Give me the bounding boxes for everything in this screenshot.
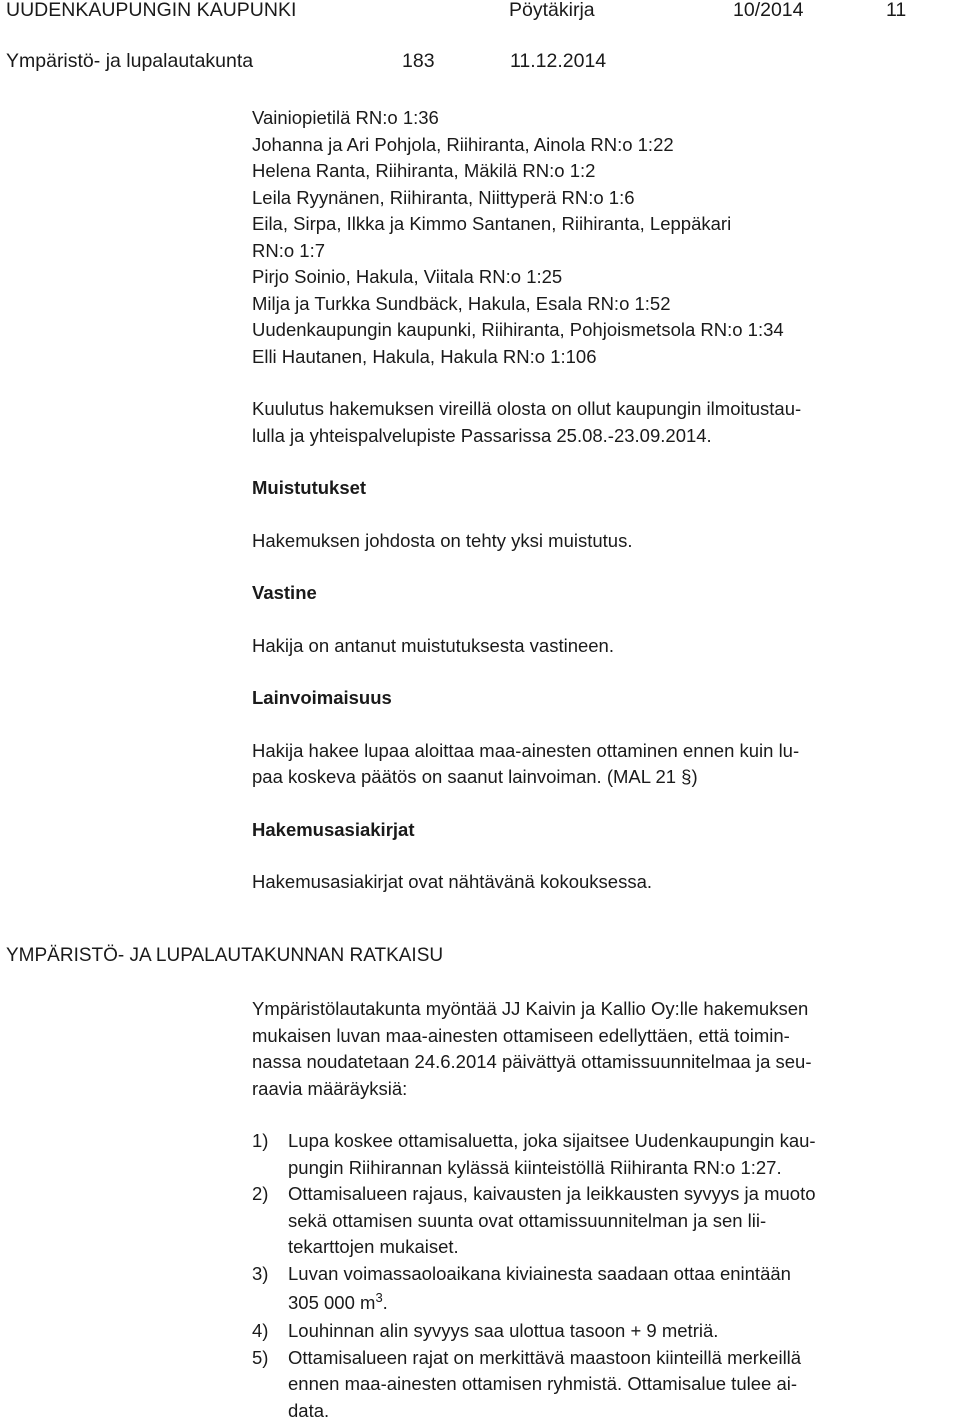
decision-intro-line: nassa noudatetaan 24.6.2014 päivättyä ottamissuunnitelmaa ja seu-	[252, 1051, 812, 1072]
condition-line: data.	[288, 1399, 330, 1421]
party-line: Leila Ryynänen, Riihiranta, Niittyperä RN:o 1:6	[252, 186, 635, 208]
decision-intro-line: mukaisen luvan maa-ainesten ottamiseen edellyttäen, että toimin-	[252, 1024, 790, 1046]
condition-amount-end: .	[382, 1292, 388, 1313]
condition-item-3	[252, 1261, 952, 1319]
condition-number: 3)	[252, 1262, 269, 1284]
section-heading-lainvoimaisuus: Lainvoimaisuus	[252, 687, 392, 708]
party-line: Eila, Sirpa, Ilkka ja Kimmo Santanen, Riihiranta, Leppäkari	[252, 213, 732, 234]
condition-number: 1)	[252, 1130, 269, 1151]
section-heading-muistutukset: Muistutukset	[252, 477, 367, 498]
condition-line: Louhinnan alin syvyys saa ulottua tasoon + 9 metriä.	[288, 1320, 719, 1341]
party-line: Elli Hautanen, Hakula, Hakula RN:o 1:106	[252, 345, 597, 367]
party-line: Milja ja Turkka Sundbäck, Hakula, Esala RN:o 1:52	[252, 292, 671, 314]
organization-name: UUDENKAUPUNGIN KAUPUNKI	[6, 0, 297, 21]
section-number: 183	[402, 50, 435, 72]
hakemusasiakirjat-text: Hakemusasiakirjat ovat nähtävänä kokouksessa.	[252, 871, 653, 892]
main-content	[252, 105, 952, 896]
decision-intro	[252, 996, 952, 1102]
condition-amount: 305 000 m	[288, 1292, 376, 1313]
condition-line: tekarttojen mukaiset.	[288, 1236, 459, 1257]
announcement-paragraph	[252, 396, 952, 449]
condition-line: Luvan voimassaoloaikana kiviainesta saadaan ottaa enintään	[288, 1262, 791, 1284]
announcement-line: Kuulutus hakemuksen vireillä olosta on ollut kaupungin ilmoitustau-	[252, 398, 802, 419]
section-heading-vastine: Vastine	[252, 582, 317, 603]
condition-number: 2)	[252, 1183, 269, 1204]
condition-line: Ottamisalueen rajat on merkittävä maastoon kiinteillä merkeillä	[288, 1346, 802, 1368]
board-name: Ympäristö- ja lupalautakunta	[6, 50, 254, 72]
party-line: Vainiopietilä RN:o 1:36	[252, 107, 439, 128]
condition-number: 4)	[252, 1320, 269, 1341]
conditions-list	[252, 1128, 952, 1424]
condition-item-4	[252, 1318, 952, 1345]
decision-body	[252, 996, 952, 1424]
party-line: Pirjo Soinio, Hakula, Viitala RN:o 1:25	[252, 266, 563, 287]
announcement-line: lulla ja yhteispalvelupiste Passarissa 25.08.-23.09.2014.	[252, 424, 712, 446]
document-number: 10/2014	[733, 0, 804, 21]
party-line: RN:o 1:7	[252, 239, 326, 261]
lainvoimaisuus-line: paa koskeva päätös on saanut lainvoiman. (MAL 21 §)	[252, 766, 698, 787]
condition-item-1	[252, 1128, 952, 1181]
condition-item-5	[252, 1345, 952, 1425]
party-line: Uudenkaupungin kaupunki, Riihiranta, Pohjoismetsola RN:o 1:34	[252, 319, 784, 340]
parties-list	[252, 105, 952, 370]
party-line: Johanna ja Ari Pohjola, Riihiranta, Ainola RN:o 1:22	[252, 133, 674, 155]
condition-line: pungin Riihirannan kylässä kiinteistöllä Riihiranta RN:o 1:27.	[288, 1156, 782, 1178]
condition-amount-unit-exponent: 3	[375, 1289, 383, 1305]
condition-line: ennen maa-ainesten ottamisen ryhmistä. Ottamisalue tulee ai-	[288, 1373, 798, 1394]
condition-line: sekä ottamisen suunta ovat ottamissuunnitelman ja sen lii-	[288, 1209, 767, 1231]
vastine-text: Hakija on antanut muistutuksesta vastineen.	[252, 634, 614, 656]
condition-item-2	[252, 1181, 952, 1261]
condition-amount-line	[288, 1287, 952, 1318]
decision-heading: YMPÄRISTÖ- JA LUPALAUTAKUNNAN RATKAISU	[6, 945, 444, 966]
decision-intro-line: Ympäristölautakunta myöntää JJ Kaivin ja Kallio Oy:lle hakemuksen	[252, 998, 809, 1019]
party-line: Helena Ranta, Riihiranta, Mäkilä RN:o 1:2	[252, 160, 596, 181]
section-heading-hakemusasiakirjat: Hakemusasiakirjat	[252, 818, 415, 840]
condition-line: Lupa koskee ottamisaluetta, joka sijaitsee Uudenkaupungin kau-	[288, 1130, 816, 1151]
meeting-date: 11.12.2014	[510, 50, 607, 72]
decision-intro-line: raavia määräyksiä:	[252, 1077, 408, 1099]
condition-number: 5)	[252, 1346, 269, 1368]
muistutukset-text: Hakemuksen johdosta on tehty yksi muistutus.	[252, 529, 633, 551]
lainvoimaisuus-line: Hakija hakee lupaa aloittaa maa-ainesten ottaminen ennen kuin lu-	[252, 739, 800, 761]
page-number: 11	[886, 0, 907, 21]
condition-line: Ottamisalueen rajaus, kaivausten ja leikkausten syvyys ja muoto	[288, 1183, 816, 1204]
document-type: Pöytäkirja	[509, 0, 595, 21]
